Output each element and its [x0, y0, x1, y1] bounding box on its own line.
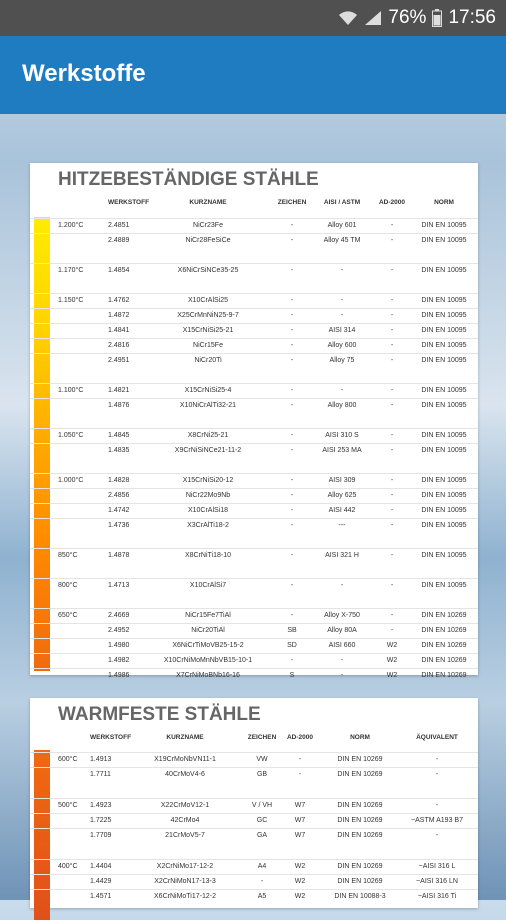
cell-ad2000: - [390, 522, 394, 529]
cell-kurzname: X7CrNiMoBNb16-16 [176, 672, 240, 679]
cell-zeichen: - [290, 312, 294, 319]
card-title: HITZEBESTÄNDIGE STÄHLE [58, 169, 319, 190]
cell-werkstoff: 1.4982 [108, 657, 130, 664]
cell-aisi: AISI 253 MA [322, 447, 362, 454]
heat-resistant-steels-card [30, 163, 478, 679]
cell-ad2000: - [390, 552, 394, 559]
cell-kurzname: X10CrAlSi18 [187, 507, 229, 514]
cell-ad2000: - [390, 357, 394, 364]
table-row [30, 874, 478, 889]
table-row [30, 578, 478, 593]
table-row [30, 218, 478, 233]
status-bar [0, 0, 506, 36]
cell-norm: DIN EN 10095 [421, 582, 467, 589]
cell-aisi: Alloy 625 [327, 492, 357, 499]
cell-aisi: - [340, 657, 344, 664]
cell-norm: DIN EN 10095 [421, 492, 467, 499]
cell-zeichen: V / VH [251, 802, 273, 809]
cell-zeichen: SD [287, 642, 297, 649]
cell-zeichen: GA [256, 832, 268, 839]
battery-percent: 76% [388, 7, 427, 28]
cell-ad2000: W2 [386, 672, 398, 679]
cell-kurzname: X8CrNi25-21 [187, 432, 229, 439]
table-row [30, 263, 478, 278]
header-werkstoff: WERKSTOFF [108, 199, 150, 206]
table-row [30, 443, 478, 458]
cell-aisi: - [340, 267, 344, 274]
cell-aequivalent: - [435, 756, 439, 763]
cell-norm: DIN EN 10269 [337, 863, 383, 870]
table-row [30, 518, 478, 533]
cell-kurzname: 42CrMo4 [170, 817, 200, 824]
cell-werkstoff: 1.7225 [90, 817, 112, 824]
header-kurzname: KURZNAME [166, 734, 204, 741]
cell-aisi: Alloy 80A [327, 627, 357, 634]
cell-zeichen: GB [256, 771, 268, 778]
header-norm: NORM [434, 199, 454, 206]
cell-aequivalent: ~AISI 316 Ti [417, 893, 457, 900]
header-ad2000: AD-2000 [286, 734, 314, 741]
header-aequivalent: ÄQUIVALENT [416, 734, 458, 741]
cell-aequivalent: ~AISI 316 LN [416, 878, 458, 885]
header-aisi: AISI / ASTM [323, 199, 361, 206]
cell-zeichen: A4 [257, 863, 267, 870]
cell-zeichen: - [290, 387, 294, 394]
table-header [30, 734, 478, 748]
cell-norm: DIN EN 10095 [421, 357, 467, 364]
cell-zeichen: - [290, 327, 294, 334]
cell-norm: DIN EN 10269 [337, 878, 383, 885]
cell-kurzname: X6NiCrSiNCe35-25 [177, 267, 239, 274]
cell-ad2000: W2 [294, 863, 306, 870]
cell-aequivalent: ~AISI 316 L [418, 863, 456, 870]
cell-ad2000: - [390, 387, 394, 394]
cell-ad2000: - [390, 492, 394, 499]
cell-norm: DIN EN 10269 [421, 672, 467, 679]
cell-zeichen: - [260, 878, 264, 885]
cell-zeichen: VW [256, 756, 268, 763]
cell-zeichen: - [290, 477, 294, 484]
cell-kurzname: X8CrNiTi18-10 [184, 552, 232, 559]
cell-zeichen: - [290, 582, 294, 589]
cell-aisi: AISI 660 [328, 642, 356, 649]
table-row [30, 668, 478, 683]
cell-norm: DIN EN 10269 [421, 627, 467, 634]
cell-werkstoff: 1.4736 [108, 522, 130, 529]
cell-werkstoff: 2.4851 [108, 222, 130, 229]
cell-kurzname: 21CrMoV5-7 [165, 832, 205, 839]
cell-ad2000: W2 [386, 642, 398, 649]
cell-temperature: 400°C [58, 863, 78, 870]
cell-aisi: Alloy 45 TM [323, 237, 361, 244]
cell-temperature: 850°C [58, 552, 78, 559]
cell-kurzname: NiCr28FeSiCe [185, 237, 231, 244]
cell-ad2000: W7 [294, 802, 306, 809]
cell-ad2000: - [390, 612, 394, 619]
cell-aisi: AISI 310 S [325, 432, 359, 439]
cell-zeichen: - [290, 447, 294, 454]
creep-resistant-steels-card [30, 698, 478, 908]
signal-icon [364, 10, 382, 26]
cell-werkstoff: 1.4923 [90, 802, 112, 809]
cell-ad2000: - [390, 222, 394, 229]
cell-kurzname: X22CrMoV12-1 [160, 802, 210, 809]
cell-werkstoff: 1.4835 [108, 447, 130, 454]
cell-temperature: 500°C [58, 802, 78, 809]
cell-ad2000: - [390, 447, 394, 454]
header-ad2000: AD-2000 [378, 199, 406, 206]
cell-zeichen: - [290, 612, 294, 619]
cell-norm: DIN EN 10095 [421, 387, 467, 394]
table-row [30, 767, 478, 782]
table-row [30, 353, 478, 368]
cell-zeichen: - [290, 657, 294, 664]
cell-zeichen: - [290, 402, 294, 409]
table-row [30, 828, 478, 843]
cell-norm: DIN EN 10095 [421, 327, 467, 334]
cell-aisi: Alloy X-750 [324, 612, 360, 619]
cell-norm: DIN EN 10269 [337, 817, 383, 824]
cell-temperature: 1.000°C [58, 477, 84, 484]
cell-werkstoff: 2.4952 [108, 627, 130, 634]
table-row [30, 548, 478, 563]
cell-ad2000: - [390, 237, 394, 244]
cell-temperature: 1.170°C [58, 267, 84, 274]
cell-kurzname: X3CrAlTi18-2 [187, 522, 229, 529]
cell-temperature: 1.100°C [58, 387, 84, 394]
table-row [30, 813, 478, 828]
cell-zeichen: GC [256, 817, 268, 824]
cell-kurzname: X6CrNiMoTi17-12-2 [154, 893, 216, 900]
cell-kurzname: X15CrNiSi20-12 [182, 477, 234, 484]
cell-ad2000: - [390, 342, 394, 349]
cell-werkstoff: 1.4828 [108, 477, 130, 484]
table-header [30, 199, 478, 213]
cell-aisi: Alloy 601 [327, 222, 357, 229]
wifi-icon [338, 10, 358, 26]
cell-kurzname: X2CrNiMoN17-13-3 [154, 878, 216, 885]
cell-kurzname: X10CrAlSi25 [187, 297, 229, 304]
cell-werkstoff: 1.4854 [108, 267, 130, 274]
cell-aisi: - [340, 672, 344, 679]
table-row [30, 323, 478, 338]
cell-zeichen: - [290, 552, 294, 559]
cell-norm: DIN EN 10095 [421, 522, 467, 529]
cell-zeichen: - [290, 267, 294, 274]
cell-kurzname: X9CrNiSiNCe21-11-2 [174, 447, 242, 454]
cell-temperature: 650°C [58, 612, 78, 619]
cell-norm: DIN EN 10269 [337, 771, 383, 778]
cell-norm: DIN EN 10095 [421, 267, 467, 274]
cell-werkstoff: 1.4986 [108, 672, 130, 679]
cell-norm: DIN EN 10095 [421, 447, 467, 454]
cell-ad2000: - [390, 312, 394, 319]
cell-zeichen: - [290, 492, 294, 499]
cell-aequivalent: - [435, 832, 439, 839]
cell-werkstoff: 1.4878 [108, 552, 130, 559]
cell-werkstoff: 1.7711 [90, 771, 111, 778]
table-row [30, 638, 478, 653]
cell-aisi: AISI 309 [328, 477, 356, 484]
cell-werkstoff: 2.4669 [108, 612, 130, 619]
cell-norm: DIN EN 10269 [337, 756, 383, 763]
cell-kurzname: 40CrMoV4-6 [165, 771, 205, 778]
cell-ad2000: - [390, 327, 394, 334]
cell-werkstoff: 1.7709 [90, 832, 112, 839]
cell-ad2000: - [390, 402, 394, 409]
cell-aequivalent: ~ASTM A193 B7 [411, 817, 463, 824]
cell-kurzname: NiCr23Fe [193, 222, 223, 229]
cell-temperature: 600°C [58, 756, 78, 763]
cell-kurzname: NiCr20Ti [194, 357, 222, 364]
header-norm: NORM [350, 734, 370, 741]
cell-werkstoff: 1.4742 [108, 507, 130, 514]
cell-norm: DIN EN 10088-3 [334, 893, 386, 900]
table-row [30, 428, 478, 443]
cell-werkstoff: 1.4429 [90, 878, 112, 885]
card-title: WARMFESTE STÄHLE [58, 704, 261, 725]
cell-zeichen: - [290, 507, 294, 514]
cell-kurzname: NiCr15Fe7TiAl [185, 612, 231, 619]
cell-werkstoff: 1.4713 [108, 582, 130, 589]
cell-zeichen: - [290, 297, 294, 304]
cell-werkstoff: 2.4889 [108, 237, 130, 244]
cell-temperature: 1.150°C [58, 297, 84, 304]
app-bar [0, 36, 506, 114]
cell-ad2000: W2 [294, 878, 306, 885]
cell-ad2000: - [390, 627, 394, 634]
cell-kurzname: X19CrMoNbVN11-1 [154, 756, 216, 763]
cell-werkstoff: 1.4404 [90, 863, 112, 870]
cell-aisi: --- [338, 522, 346, 529]
cell-kurzname: NiCr15Fe [193, 342, 223, 349]
cell-zeichen: S [289, 672, 295, 679]
cell-norm: DIN EN 10269 [337, 802, 383, 809]
table-row [30, 293, 478, 308]
cell-kurzname: X10CrNiMoMnNbVB15-10-1 [163, 657, 253, 664]
clock: 17:56 [448, 7, 496, 28]
cell-aisi: AISI 321 H [325, 552, 359, 559]
cell-werkstoff: 1.4872 [108, 312, 130, 319]
cell-zeichen: A5 [257, 893, 267, 900]
cell-kurzname: X6NiCrTiMoVB25-15-2 [172, 642, 244, 649]
cell-ad2000: W7 [294, 832, 306, 839]
cell-norm: DIN EN 10269 [421, 657, 467, 664]
cell-norm: DIN EN 10269 [421, 642, 467, 649]
table-row [30, 752, 478, 767]
cell-ad2000: - [390, 507, 394, 514]
table-row [30, 233, 478, 248]
header-kurzname: KURZNAME [189, 199, 227, 206]
cell-werkstoff: 1.4876 [108, 402, 130, 409]
cell-zeichen: SB [287, 627, 297, 634]
cell-werkstoff: 2.4856 [108, 492, 130, 499]
cell-aisi: Alloy 600 [327, 342, 357, 349]
cell-zeichen: - [290, 357, 294, 364]
page-title: Werkstoffe [22, 60, 146, 87]
cell-norm: DIN EN 10095 [421, 477, 467, 484]
table-row [30, 488, 478, 503]
cell-norm: DIN EN 10095 [421, 342, 467, 349]
cell-aisi: Alloy 75 [329, 357, 355, 364]
cell-aisi: - [340, 582, 344, 589]
cell-werkstoff: 2.4816 [108, 342, 130, 349]
table-row [30, 308, 478, 323]
cell-norm: DIN EN 10269 [421, 612, 467, 619]
cell-ad2000: - [390, 432, 394, 439]
status-icons [338, 0, 496, 36]
cell-ad2000: - [298, 771, 302, 778]
cell-kurzname: NiCr20TiAl [191, 627, 225, 634]
cell-ad2000: W2 [294, 893, 306, 900]
table-row [30, 889, 478, 904]
cell-norm: DIN EN 10095 [421, 432, 467, 439]
cell-zeichen: - [290, 222, 294, 229]
cell-norm: DIN EN 10095 [421, 552, 467, 559]
cell-aisi: AISI 314 [328, 327, 356, 334]
cell-werkstoff: 1.4913 [90, 756, 112, 763]
table-row [30, 398, 478, 413]
cell-temperature: 800°C [58, 582, 78, 589]
cell-aequivalent: - [435, 802, 439, 809]
cell-temperature: 1.200°C [58, 222, 84, 229]
table-row [30, 608, 478, 623]
cell-norm: DIN EN 10095 [421, 222, 467, 229]
cell-aisi: - [340, 387, 344, 394]
header-werkstoff: WERKSTOFF [90, 734, 132, 741]
cell-norm: DIN EN 10095 [421, 297, 467, 304]
cell-ad2000: - [390, 477, 394, 484]
cell-werkstoff: 1.4845 [108, 432, 130, 439]
cell-kurzname: X15CrNiSi25-4 [184, 387, 232, 394]
cell-aisi: - [340, 312, 344, 319]
cell-norm: DIN EN 10095 [421, 237, 467, 244]
cell-ad2000: - [298, 756, 302, 763]
table-row [30, 473, 478, 488]
cell-zeichen: - [290, 342, 294, 349]
table-row [30, 798, 478, 813]
cell-werkstoff: 2.4951 [108, 357, 130, 364]
cell-werkstoff: 1.4980 [108, 642, 130, 649]
cell-kurzname: X25CrMnNiN25-9-7 [177, 312, 239, 319]
cell-werkstoff: 1.4841 [108, 327, 130, 334]
cell-zeichen: - [290, 522, 294, 529]
cell-werkstoff: 1.4762 [108, 297, 130, 304]
cell-aequivalent: - [435, 771, 439, 778]
table-row [30, 859, 478, 874]
cell-werkstoff: 1.4571 [90, 893, 112, 900]
cell-norm: DIN EN 10095 [421, 312, 467, 319]
cell-ad2000: - [390, 267, 394, 274]
cell-kurzname: X10CrAlSi7 [189, 582, 227, 589]
cell-kurzname: X10NiCrAlTi32-21 [179, 402, 237, 409]
header-zeichen: ZEICHEN [277, 199, 307, 206]
cell-aisi: - [340, 297, 344, 304]
cell-ad2000: - [390, 582, 394, 589]
cell-ad2000: - [390, 297, 394, 304]
cell-aisi: Alloy 800 [327, 402, 357, 409]
battery-icon [432, 9, 442, 27]
cell-norm: DIN EN 10095 [421, 402, 467, 409]
table-row [30, 653, 478, 668]
table-row [30, 623, 478, 638]
cell-kurzname: NiCr22Mo9Nb [185, 492, 231, 499]
cell-kurzname: X2CrNiMo17-12-2 [156, 863, 214, 870]
cell-norm: DIN EN 10095 [421, 507, 467, 514]
cell-norm: DIN EN 10269 [337, 832, 383, 839]
cell-zeichen: - [290, 237, 294, 244]
cell-kurzname: X15CrNiSi25-21 [182, 327, 234, 334]
table-row [30, 383, 478, 398]
header-zeichen: ZEICHEN [247, 734, 277, 741]
cell-ad2000: W7 [294, 817, 306, 824]
table-row [30, 338, 478, 353]
cell-temperature: 1.050°C [58, 432, 84, 439]
table-row [30, 503, 478, 518]
cell-ad2000: W2 [386, 657, 398, 664]
cell-zeichen: - [290, 432, 294, 439]
cell-werkstoff: 1.4821 [108, 387, 130, 394]
cell-aisi: AISI 442 [328, 507, 356, 514]
